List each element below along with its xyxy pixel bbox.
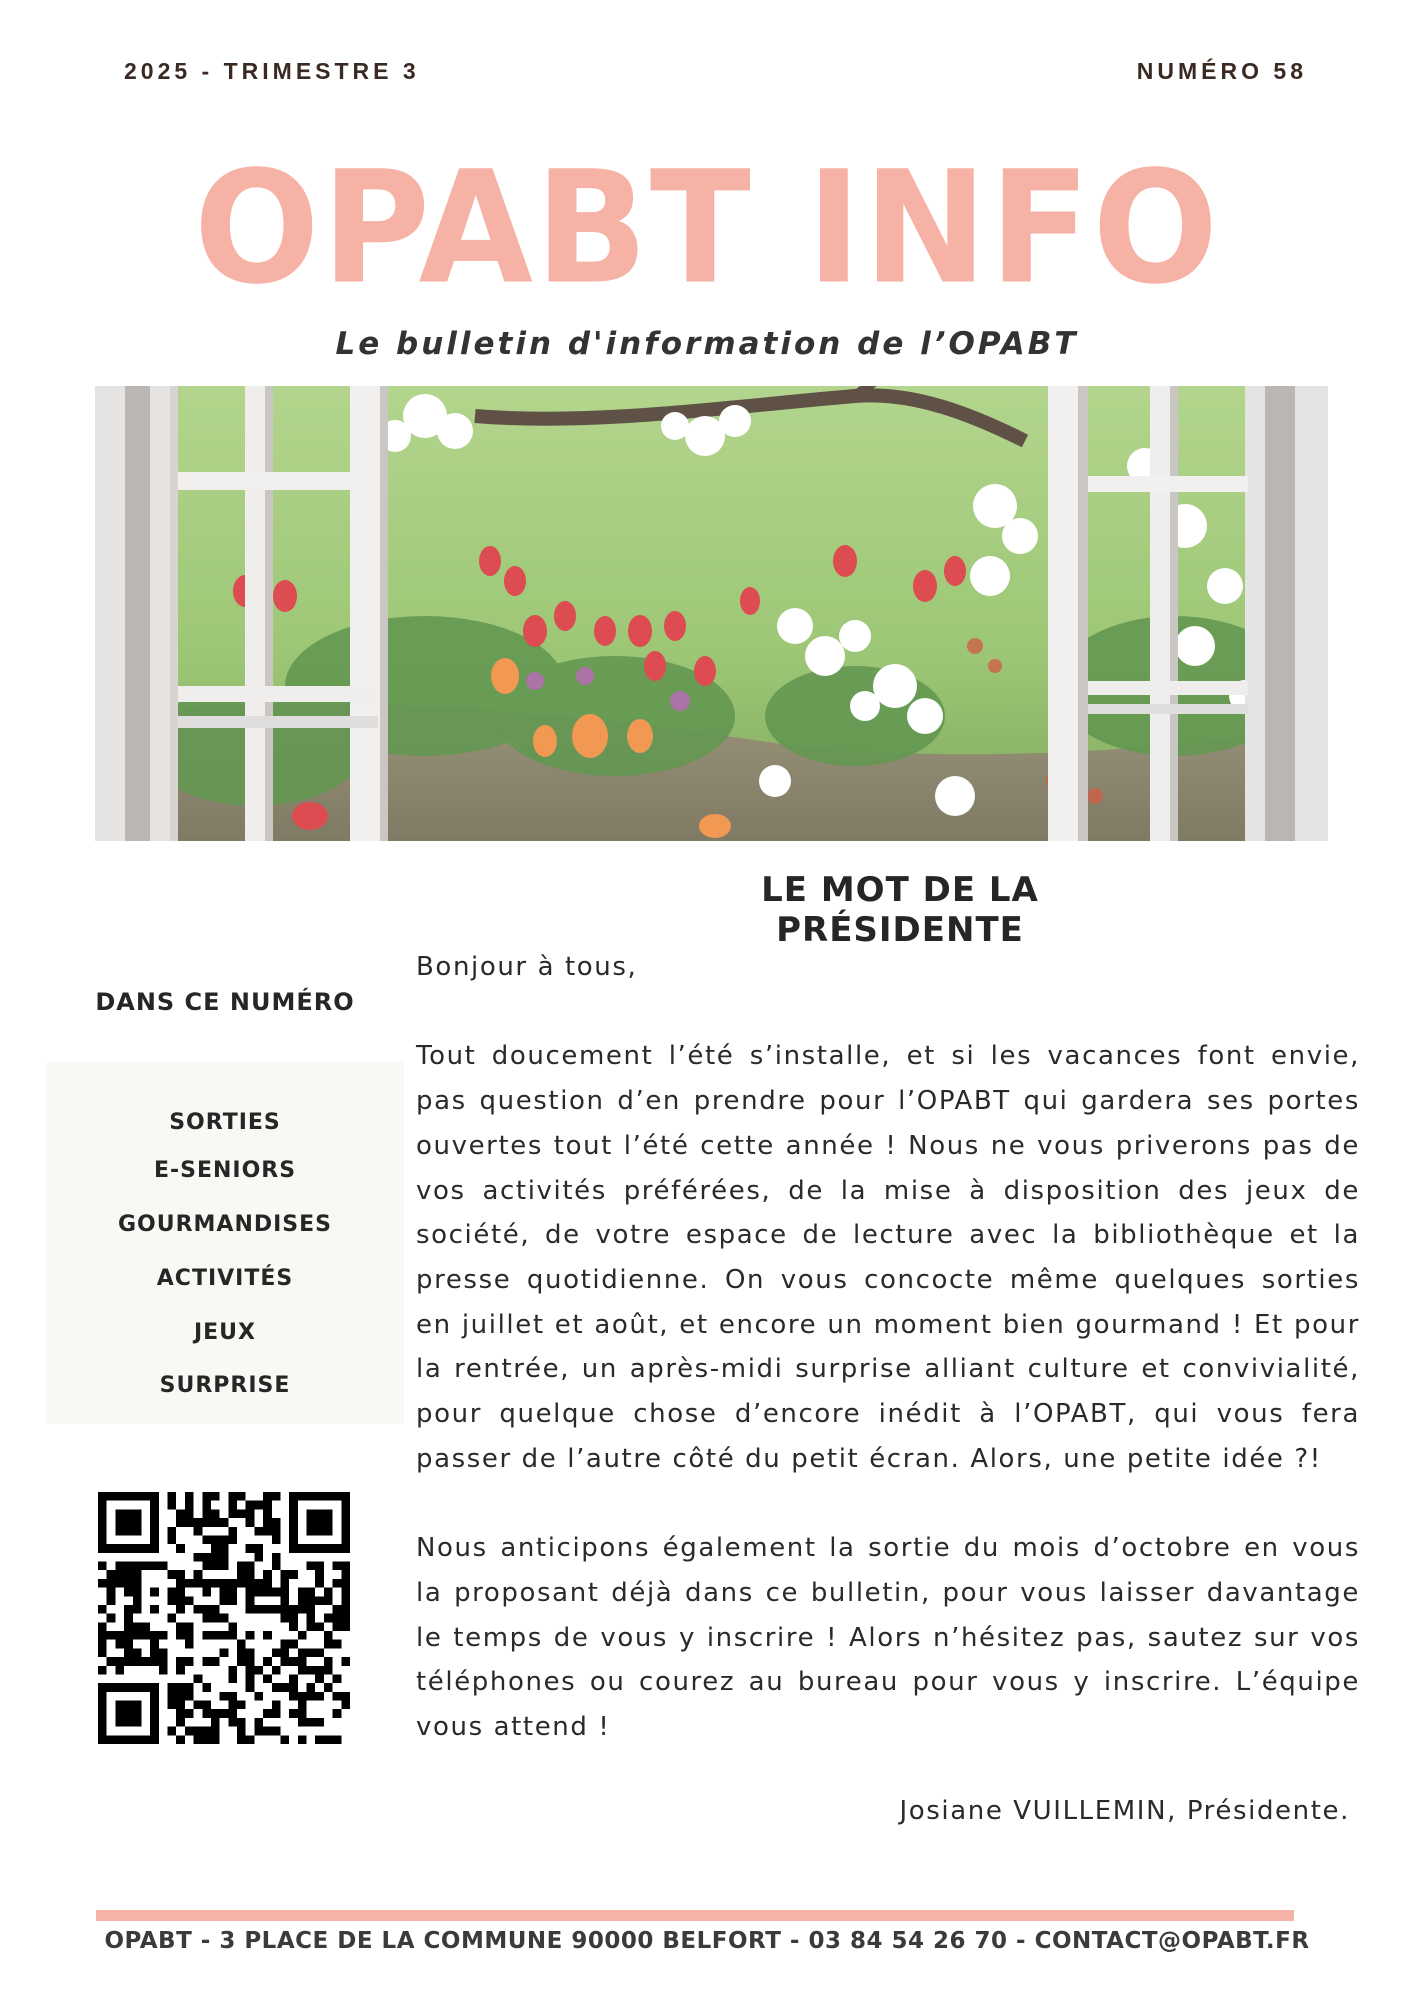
issue-period: 2025 - TRIMESTRE 3 [124,58,420,84]
letter-signature: Josiane VUILLEMIN, Présidente. [899,1796,1350,1826]
footer-contact: OPABT - 3 PLACE DE LA COMMUNE 90000 BELFORT - 03 84 54 26 70 - CONTACT@OPABT.FR [104,1928,1310,1954]
toc-item-jeux: JEUX [193,1320,257,1345]
toc-item-activites: ACTIVITÉS [156,1266,294,1291]
toc-item-sorties: SORTIES [169,1110,281,1135]
issue-number: NUMÉRO 58 [1136,58,1307,84]
toc-item-gourmandises: GOURMANDISES [117,1212,333,1237]
masthead-title: OPABT INFO [193,137,1221,319]
president-letter [416,945,1360,1794]
toc-item-e-seniors: E-SENIORS [153,1158,297,1183]
garden-window-image [95,386,1328,841]
section-title: LE MOT DE LA PRÉSIDENTE [761,870,1039,950]
footer-divider [96,1910,1294,1921]
masthead-subtitle: Le bulletin d'information de l’OPABT [335,326,1079,362]
toc-item-surprise: SURPRISE [159,1373,291,1398]
letter-paragraph-1: Tout doucement l’été s’installe, et si les vacances font envie, pas question d’en prendre pour l’OPABT qui gardera ses portes ouvertes tout l’été cette année ! Nous ne vous priverons pas de vos activités préférées, de la mise à disposition des jeux de société, de votre espace de lecture avec la bibliothèque et la presse quotidienne. On vous concocte même quelques sorties en juillet et août, et encore un moment bien gourmand ! Et pour la rentrée, un après-midi surprise alliant culture et convivialité, pour quelque chose d’encore inédit à l’OPABT, qui vous fera passer de l’autre côté du petit écran. Alors, une petite idée ?! [416,1041,1360,1474]
qr-code-icon[interactable] [98,1492,350,1744]
letter-greeting: Bonjour à tous, [416,952,638,982]
toc-box [46,1062,404,1424]
toc-heading: DANS CE NUMÉRO [95,988,355,1016]
letter-paragraph-2: Nous anticipons également la sortie du mois d’octobre en vous la proposant déjà dans ce bulletin, pour vous laisser davantage le temps de vous y inscrire ! Alors n’hésitez pas, sautez sur vos téléphones ou courez au bureau pour vous y inscrire. L’équipe vous attend ! [416,1533,1360,1742]
